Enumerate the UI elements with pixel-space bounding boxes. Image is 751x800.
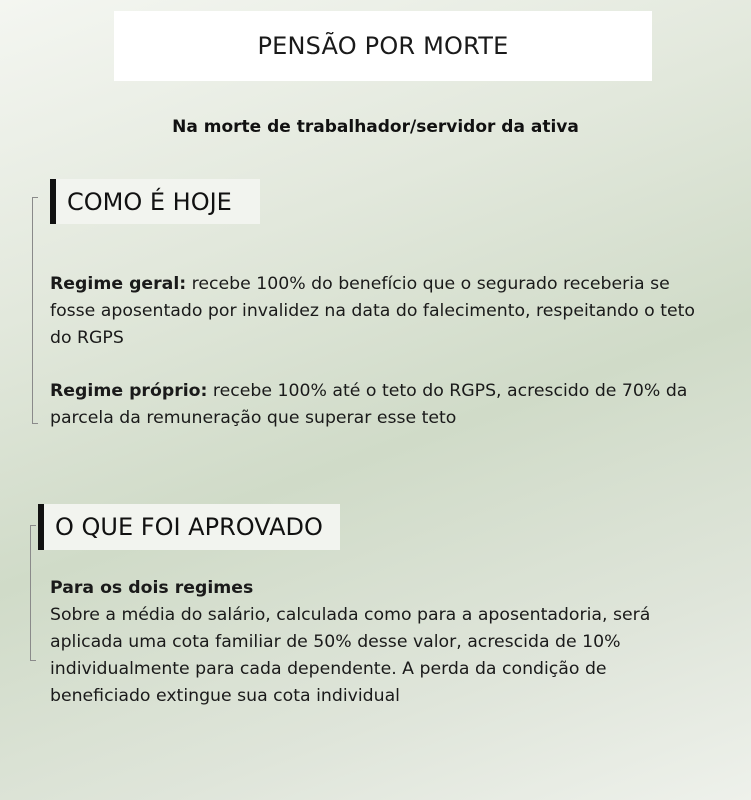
- section-heading-current: COMO É HOJE: [50, 179, 260, 224]
- label-regime-proprio: Regime próprio:: [50, 381, 208, 401]
- text-regime-geral: recebe 100% do benefício que o segurado receberia se fosse aposentado por invalidez na data do falecimento, respeitando o teto do RGPS: [50, 274, 695, 348]
- paragraph-regime-geral: [50, 271, 700, 352]
- title-box: [114, 11, 652, 81]
- section-bracket-approved: [30, 525, 36, 661]
- paragraph-regime-proprio: [50, 378, 700, 432]
- page-title: PENSÃO POR MORTE: [257, 32, 509, 60]
- text-regime-proprio: recebe 100% até o teto do RGPS, acrescido de 70% da parcela da remuneração que superar esse teto: [50, 381, 688, 428]
- section-heading-approved: O QUE FOI APROVADO: [38, 504, 340, 550]
- subtitle: Na morte de trabalhador/servidor da ativa: [172, 117, 579, 137]
- text-dois-regimes: Sobre a média do salário, calculada como para a aposentadoria, será aplicada uma cota familiar de 50% desse valor, acrescida de 10% individualmente para cada dependente. A perda da condição de beneficiado extingue sua cota individual: [50, 605, 651, 706]
- section-bracket-current: [32, 197, 38, 424]
- label-regime-geral: Regime geral:: [50, 274, 187, 294]
- label-dois-regimes: Para os dois regimes: [50, 578, 254, 598]
